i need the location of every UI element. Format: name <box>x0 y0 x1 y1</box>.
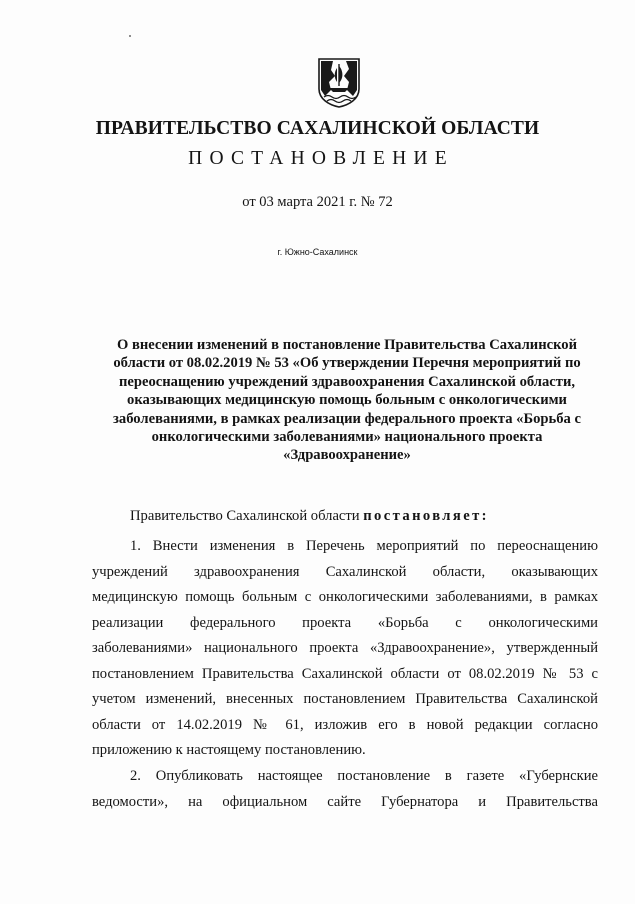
paragraph-line: реализации федерального проекта «Борьба с онкологическими <box>92 614 598 631</box>
document-city: г. Южно-Сахалинск <box>277 247 358 257</box>
paragraph-line: ведомости», на официальном сайте Губернатора и Правительства <box>92 793 598 810</box>
paragraph-line: заболеваниями» национального проекта «Здравоохранение», утвержденный <box>92 640 598 656</box>
document-subject <box>92 336 602 465</box>
sakhalin-coat-of-arms-icon <box>316 56 362 108</box>
paragraph-line: 2. Опубликовать настоящее постановление в газете «Губернские <box>130 768 598 784</box>
paragraph-line: постановлением Правительства Сахалинской области от 08.02.2019 № 53 с <box>92 665 598 682</box>
subject-line: онкологическими заболеваниями» национального проекта <box>151 429 543 446</box>
paragraph-line: медицинскую помощь больным с онкологическими заболеваниями, в рамках <box>92 589 598 605</box>
subject-line: О внесении изменений в постановление Правительства Сахалинской <box>116 337 578 353</box>
paragraph-2 <box>92 764 598 815</box>
organization-title: ПРАВИТЕЛЬСТВО САХАЛИНСКОЙ ОБЛАСТИ <box>95 118 540 139</box>
subject-line: переоснащению учреждений здравоохранения Сахалинской области, <box>118 373 575 390</box>
document-date-number: от 03 марта 2021 г. № 72 <box>242 194 393 210</box>
scan-speck <box>129 35 131 37</box>
preamble-emphasis: постановляет: <box>363 508 489 524</box>
paragraph-line: области от 14.02.2019 № 61, изложив его в новой редакции согласно <box>92 716 598 733</box>
paragraph-line: приложению к настоящему постановлению. <box>92 742 366 758</box>
subject-line: заболеваниями, в рамках реализации федерального проекта «Борьба с <box>113 410 581 427</box>
paragraph-line: учреждений здравоохранения Сахалинской области, оказывающих <box>92 563 598 580</box>
paragraph-line: 1. Внести изменения в Перечень мероприятий по переоснащению <box>130 538 598 554</box>
document-type: ПОСТАНОВЛЕНИЕ <box>188 148 454 169</box>
subject-line: «Здравоохранение» <box>283 447 411 464</box>
preamble <box>130 508 489 525</box>
subject-line: области от 08.02.2019 № 53 «Об утверждении Перечня мероприятий по <box>113 355 581 372</box>
preamble-text: Правительство Сахалинской области <box>130 508 364 524</box>
subject-line: оказывающих медицинскую помощь больным с онкологическими <box>127 392 567 409</box>
paragraph-1 <box>92 534 598 764</box>
paragraph-line: учетом изменений, внесенных постановлением Правительства Сахалинской <box>92 691 598 707</box>
